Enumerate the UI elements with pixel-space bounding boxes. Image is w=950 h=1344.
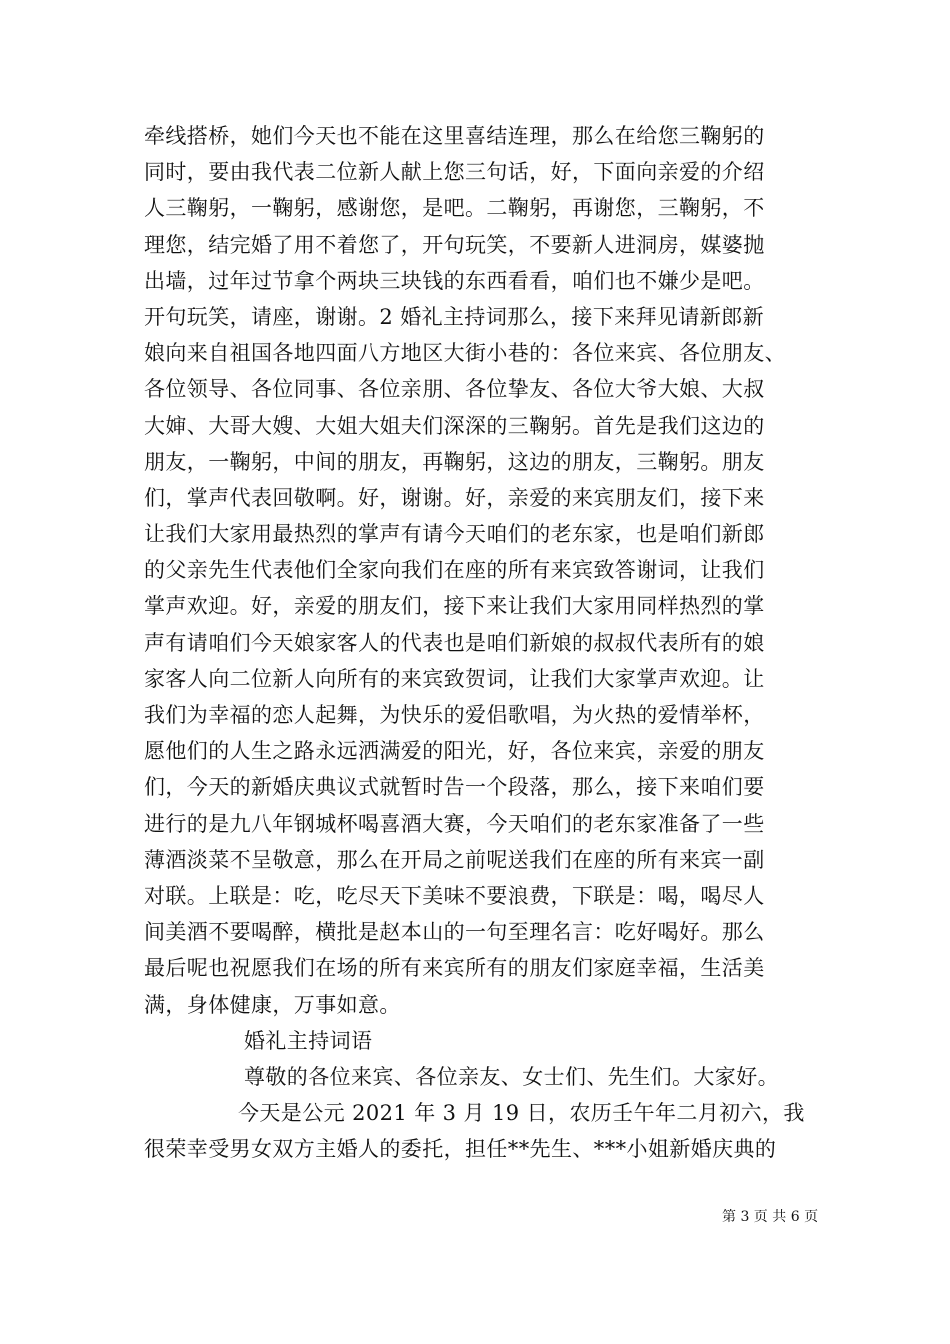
body-line-16: 家客人向二位新人向所有的来宾致贺词，让我们大家掌声欢迎。让 xyxy=(144,666,765,691)
body-line-20: 进行的是九八年钢城杯喝喜酒大赛，今天咱们的老东家准备了一些 xyxy=(144,811,765,836)
body-line-7: 娘向来自祖国各地四面八方地区大街小巷的：各位来宾、各位朋友、 xyxy=(144,341,786,366)
body-line-1: 牵线搭桥，她们今天也不能在这里喜结连理，那么在给您三鞠躬的 xyxy=(144,124,765,148)
page-number-footer: 第 3 页 共 6 页 xyxy=(722,1209,819,1225)
body-line-2: 同时，要由我代表二位新人献上您三句话，好，下面向亲爱的介绍 xyxy=(144,160,765,185)
body-line-3: 人三鞠躬，一鞠躬，感谢您，是吧。二鞠躬，再谢您，三鞠躬，不 xyxy=(144,196,765,221)
body-line-19: 们，今天的新婚庆典议式就暂时告一个段落，那么，接下来咱们要 xyxy=(144,775,765,800)
paragraph-line-2: 很荣幸受男女双方主婚人的委托，担任**先生、***小姐新婚庆典的 xyxy=(144,1137,777,1162)
body-line-24: 最后呢也祝愿我们在场的所有来宾所有的朋友们家庭幸福，生活美 xyxy=(144,956,765,981)
body-line-10: 朋友，一鞠躬，中间的朋友，再鞠躬，这边的朋友，三鞠躬。朋友 xyxy=(144,449,765,474)
body-line-12: 让我们大家用最热烈的掌声有请今天咱们的老东家，也是咱们新郎 xyxy=(144,522,765,547)
body-line-5: 出墙，过年过节拿个两块三块钱的东西看看，咱们也不嫌少是吧。 xyxy=(144,268,765,293)
body-line-22: 对联。上联是：吃，吃尽天下美味不要浪费，下联是：喝，喝尽人 xyxy=(144,883,765,908)
body-line-15: 声有请咱们今天娘家客人的代表也是咱们新娘的叔叔代表所有的娘 xyxy=(144,630,765,655)
body-line-25: 满，身体健康，万事如意。 xyxy=(144,992,401,1017)
body-line-13: 的父亲先生代表他们全家向我们在座的所有来宾致答谢词，让我们 xyxy=(144,558,765,583)
body-line-8: 各位领导、各位同事、各位亲朋、各位挚友、各位大爷大娘、大叔 xyxy=(144,377,765,402)
paragraph-line-1: 今天是公元 2021 年 3 月 19 日，农历壬午年二月初六，我 xyxy=(238,1101,805,1126)
body-line-14: 掌声欢迎。好，亲爱的朋友们，接下来让我们大家用同样热烈的掌 xyxy=(144,594,765,619)
body-line-23: 间美酒不要喝醉，横批是赵本山的一句至理名言：吃好喝好。那么 xyxy=(144,920,765,945)
body-line-21: 薄酒淡菜不呈敬意，那么在开局之前呢送我们在座的所有来宾一副 xyxy=(144,847,765,872)
body-line-17: 我们为幸福的恋人起舞，为快乐的爱侣歌唱，为火热的爱情举杯， xyxy=(144,703,765,727)
section-title: 婚礼主持词语 xyxy=(244,1028,373,1053)
greeting-line: 尊敬的各位来宾、各位亲友、女士们、先生们。大家好。 xyxy=(244,1064,779,1089)
body-line-6: 开句玩笑，请座，谢谢。2 婚礼主持词那么，接下来拜见请新郎新 xyxy=(144,304,765,329)
body-line-9: 大婶、大哥大嫂、大姐大姐夫们深深的三鞠躬。首先是我们这边的 xyxy=(144,413,765,438)
document-body xyxy=(144,118,824,1167)
body-line-18: 愿他们的人生之路永远洒满爱的阳光，好，各位来宾，亲爱的朋友 xyxy=(144,739,765,764)
body-line-11: 们，掌声代表回敬啊。好，谢谢。好，亲爱的来宾朋友们，接下来 xyxy=(144,485,765,510)
body-line-4: 理您，结完婚了用不着您了，开句玩笑，不要新人进洞房，媒婆抛 xyxy=(144,232,765,257)
